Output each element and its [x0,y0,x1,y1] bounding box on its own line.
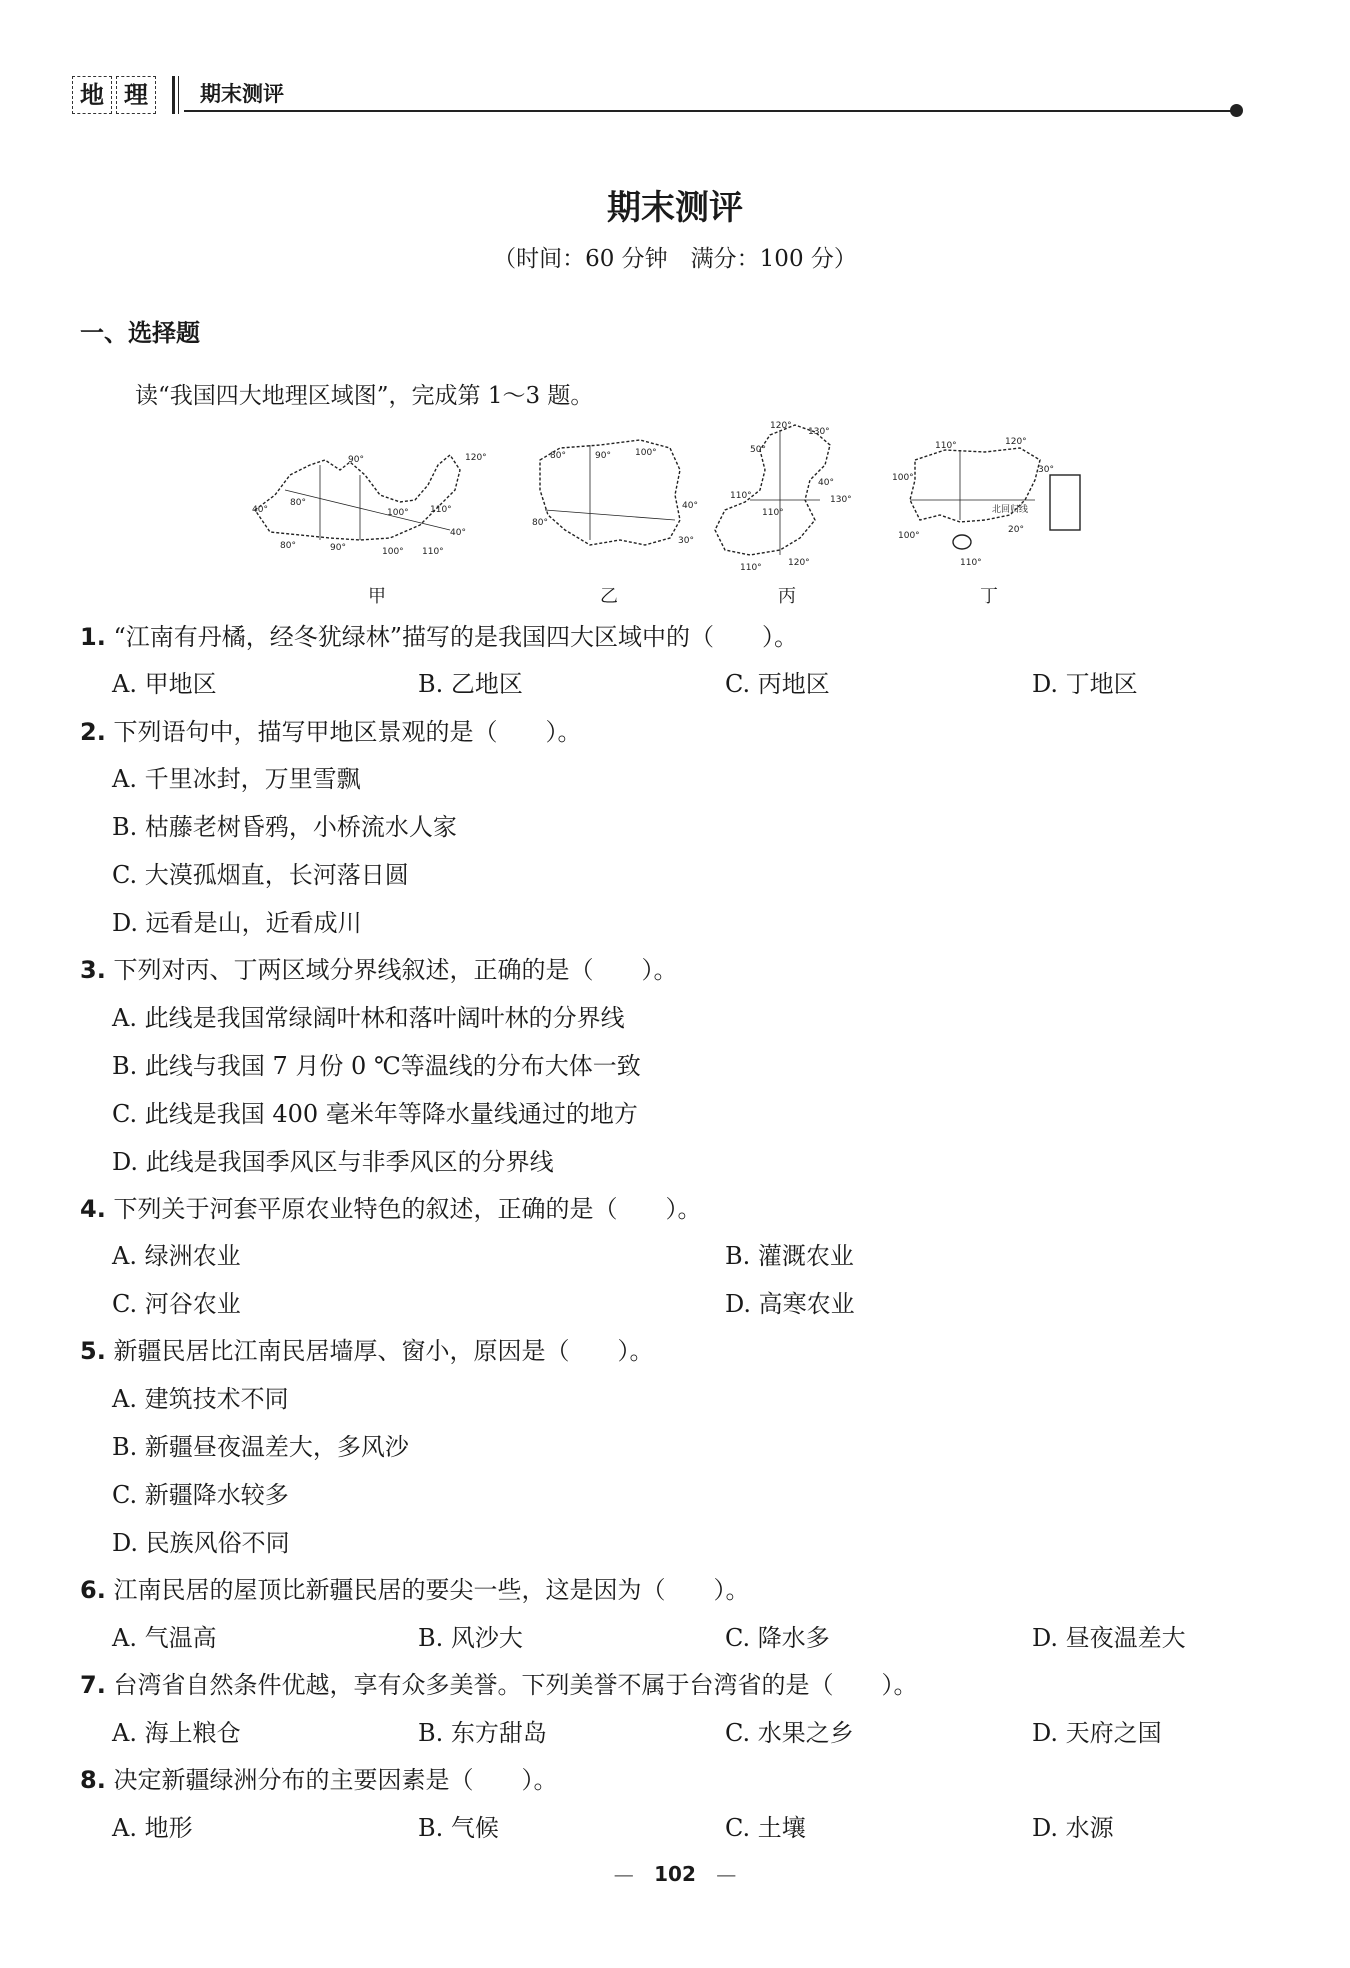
question-5 [80,1331,653,1366]
section-heading: 一、选择题 [80,319,200,347]
coord-label: 50° [750,445,766,455]
coord-label: 40° [252,505,268,515]
question-text: 新疆民居比江南民居墙厚、窗小，原因是（ ）。 [113,1337,654,1365]
question-1 [80,617,798,652]
map-jia [255,455,460,540]
coord-label: 90° [348,455,364,465]
question-3 [80,950,677,985]
page-title: 期末测评 [607,188,743,228]
map-label: 丁 [980,586,998,607]
question-number: 2. [80,718,106,746]
subject-badge [72,76,156,114]
option-7b[interactable]: B. 东方甜岛 [418,1719,547,1747]
coord-label: 30° [1038,465,1054,475]
coord-label: 40° [450,528,466,538]
page-header [72,76,1252,116]
coord-label: 120° [788,558,810,568]
map-label: 甲 [368,586,386,607]
coord-label: 100° [382,547,404,557]
coord-label: 30° [678,536,694,546]
option-2a[interactable]: A. 千里冰封，万里雪飘 [112,765,361,793]
option-2d[interactable]: D. 远看是山，近看成川 [112,909,362,937]
option-2c[interactable]: C. 大漠孤烟直，长河落日圆 [112,861,409,889]
option-4a[interactable]: A. 绿洲农业 [112,1242,241,1270]
page-footer [0,1862,1350,1886]
option-3c[interactable]: C. 此线是我国 400 毫米年等降水量线通过的地方 [112,1100,638,1128]
footer-dash: — [716,1862,737,1886]
coord-label: 90° [595,451,611,461]
coord-label: 80° [532,518,548,528]
option-8c[interactable]: C. 土壤 [725,1814,806,1842]
header-section-title: 期末测评 [200,82,284,106]
question-text: 江南民居的屋顶比新疆民居的要尖一些，这是因为（ ）。 [113,1576,750,1604]
coord-label: 110° [935,441,957,451]
coord-label: 80° [550,451,566,461]
map-ding [910,448,1080,549]
exam-info: （时间：60 分钟 满分：100 分） [493,246,857,272]
option-7a[interactable]: A. 海上粮仓 [112,1719,241,1747]
question-text: 决定新疆绿洲分布的主要因素是（ ）。 [113,1766,558,1794]
question-number: 3. [80,956,106,984]
map-label: 丙 [778,586,796,607]
option-1d[interactable]: D. 丁地区 [1032,670,1138,698]
map-bing [715,425,830,555]
option-6b[interactable]: B. 风沙大 [418,1624,523,1652]
coord-label: 20° [1008,525,1024,535]
question-number: 8. [80,1766,106,1794]
option-6d[interactable]: D. 昼夜温差大 [1032,1624,1186,1652]
regions-map-figure [250,420,1090,610]
option-8a[interactable]: A. 地形 [112,1814,193,1842]
option-1b[interactable]: B. 乙地区 [418,670,523,698]
coord-label: 130° [830,495,852,505]
option-5c[interactable]: C. 新疆降水较多 [112,1481,289,1509]
option-8d[interactable]: D. 水源 [1032,1814,1114,1842]
coord-label: 80° [290,498,306,508]
map-bing-coords [730,421,852,573]
map-label: 乙 [600,586,618,607]
question-text: “江南有丹橘，经冬犹绿林”描写的是我国四大区域中的（ ）。 [113,623,799,651]
subject-char: 理 [116,76,156,114]
coord-label: 40° [682,501,698,511]
map-jia-coords [252,453,487,557]
option-4b[interactable]: B. 灌溉农业 [725,1242,854,1270]
subject-char: 地 [72,76,112,114]
option-1c[interactable]: C. 丙地区 [725,670,830,698]
coord-label: 100° [387,508,409,518]
option-8b[interactable]: B. 气候 [418,1814,499,1842]
question-group-intro: 读“我国四大地理区域图”，完成第 1～3 题。 [135,383,594,409]
coord-label: 90° [330,543,346,553]
question-text: 下列对丙、丁两区域分界线叙述，正确的是（ ）。 [113,956,678,984]
option-5d[interactable]: D. 民族风俗不同 [112,1529,290,1557]
question-number: 6. [80,1576,106,1604]
option-5a[interactable]: A. 建筑技术不同 [112,1385,289,1413]
coord-label: 120° [1005,437,1027,447]
coord-label: 110° [730,491,752,501]
option-1a[interactable]: A. 甲地区 [112,670,217,698]
option-3a[interactable]: A. 此线是我国常绿阔叶林和落叶阔叶林的分界线 [112,1004,625,1032]
question-2 [80,712,581,747]
question-text: 台湾省自然条件优越，享有众多美誉。下列美誉不属于台湾省的是（ ）。 [113,1671,918,1699]
option-5b[interactable]: B. 新疆昼夜温差大，多风沙 [112,1433,409,1461]
option-7d[interactable]: D. 天府之国 [1032,1719,1162,1747]
option-3d[interactable]: D. 此线是我国季风区与非季风区的分界线 [112,1148,554,1176]
coord-label: 110° [762,508,784,518]
question-8 [80,1760,557,1795]
coord-label: 110° [422,547,444,557]
header-divider [178,76,179,114]
question-text: 下列语句中，描写甲地区景观的是（ ）。 [113,718,582,746]
coord-label: 120° [770,421,792,431]
question-text: 下列关于河套平原农业特色的叙述，正确的是（ ）。 [113,1195,702,1223]
coord-label: 100° [898,531,920,541]
option-2b[interactable]: B. 枯藤老树昏鸦，小桥流水人家 [112,813,457,841]
question-number: 7. [80,1671,106,1699]
option-6c[interactable]: C. 降水多 [725,1624,830,1652]
coord-label: 40° [818,478,834,488]
regions-map-drawing [250,420,1090,580]
coord-label: 130° [808,427,830,437]
question-7 [80,1665,917,1700]
question-number: 4. [80,1195,106,1223]
question-number: 5. [80,1337,106,1365]
option-6a[interactable]: A. 气温高 [112,1624,217,1652]
question-number: 1. [80,623,106,651]
question-6 [80,1570,749,1605]
coord-label: 100° [892,473,914,483]
map-ding-coords [892,437,1054,568]
question-4 [80,1189,701,1224]
map-yi-coords [532,448,698,546]
header-divider [172,76,175,114]
header-rule [184,110,1234,112]
option-4c[interactable]: C. 河谷农业 [112,1290,241,1318]
option-3b[interactable]: B. 此线与我国 7 月份 0 ℃等温线的分布大体一致 [112,1052,641,1080]
header-rule-dot [1230,104,1243,117]
option-4d[interactable]: D. 高寒农业 [725,1290,855,1318]
coord-label: 80° [280,541,296,551]
option-7c[interactable]: C. 水果之乡 [725,1719,854,1747]
coord-label: 110° [740,563,762,573]
coord-label: 110° [430,505,452,515]
coord-label: 120° [465,453,487,463]
coord-label: 100° [635,448,657,458]
footer-dash: — [613,1862,634,1886]
coord-label: 北回归线 [992,505,1029,515]
page-number: 102 [654,1862,696,1886]
coord-label: 110° [960,558,982,568]
